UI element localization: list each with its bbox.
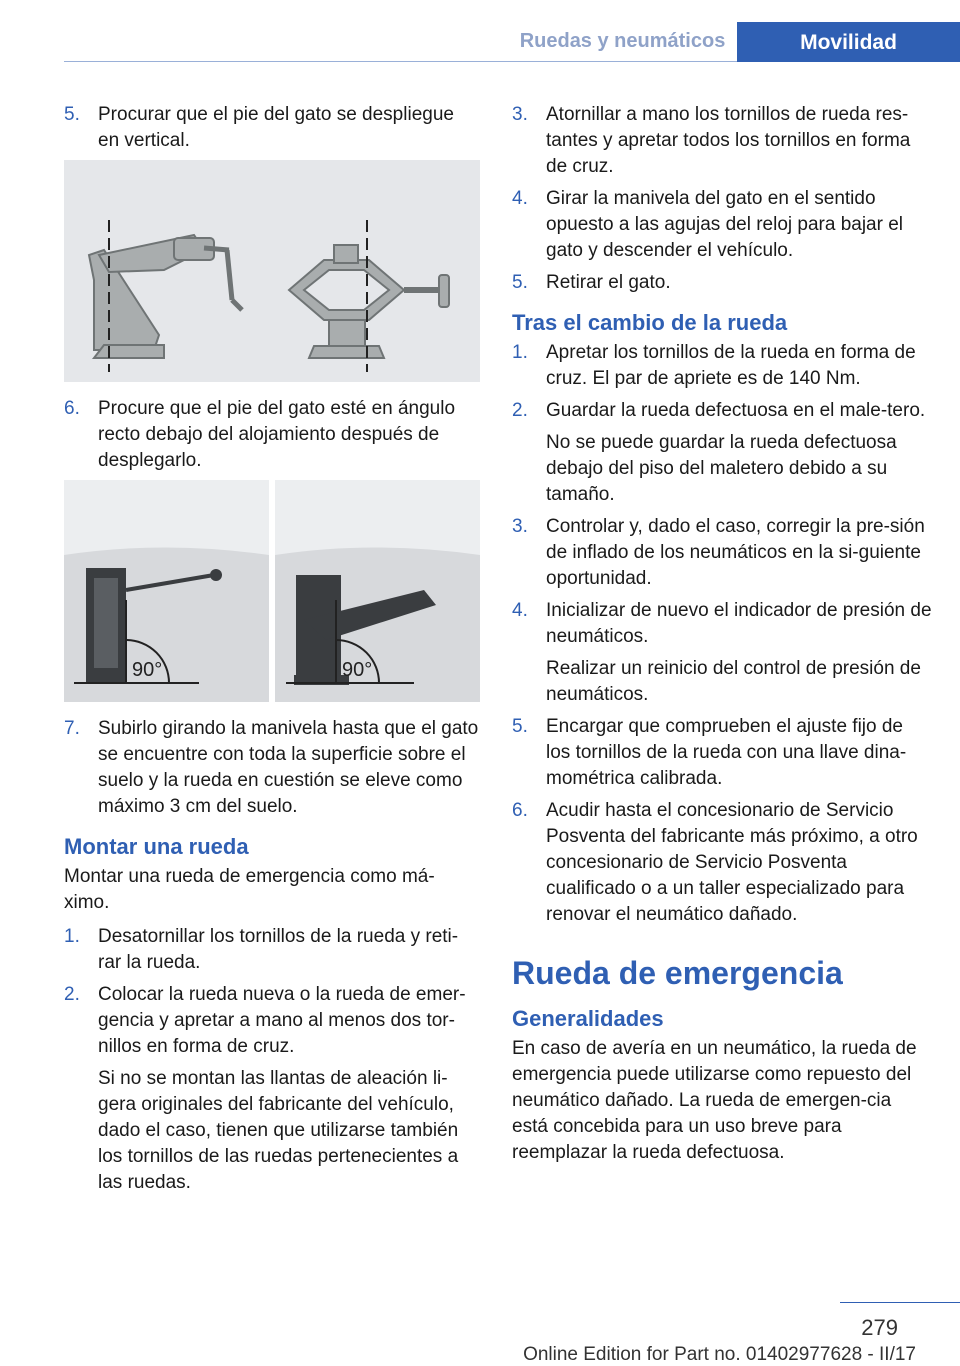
list-item xyxy=(512,714,932,792)
header-chapter-tab: Movilidad xyxy=(737,22,960,62)
step-text: Procurar que el pie del gato se despliegue en vertical. xyxy=(98,104,454,151)
edition-footer: Online Edition for Part no. 01402977628 - II/17 xyxy=(523,1344,916,1365)
step-text-block xyxy=(546,270,932,296)
jack-illustration xyxy=(64,160,480,382)
step-number: 5. xyxy=(64,104,80,125)
step-text: Controlar y, dado el caso, corregir la pre‐sión de inflado de los neumáticos en la si‐guiente oportunidad. xyxy=(546,516,925,589)
list-item xyxy=(512,598,932,708)
step-number: 3. xyxy=(512,104,528,125)
step-number: 1. xyxy=(64,926,80,947)
step-text: Subirlo girando la manivela hasta que el gato se encuentre con toda la superficie sobre el suelo y la rueda en cuestión se eleve como máximo 3 cm del suelo. xyxy=(98,718,479,817)
list-item xyxy=(64,396,480,474)
step-text: Inicializar de nuevo el indicador de presión de neumáticos. xyxy=(546,600,932,647)
step-text: Retirar el gato. xyxy=(546,272,671,293)
step-text-block xyxy=(98,982,480,1196)
step-text-block xyxy=(546,598,932,708)
mount-intro-text: Montar una rueda de emergencia como má‐ximo. xyxy=(64,866,435,913)
footer-rule xyxy=(840,1302,960,1303)
step-number: 5. xyxy=(512,272,528,293)
jack-angle-illustration xyxy=(64,480,480,702)
right-column xyxy=(512,102,932,1174)
step-text: Encargar que comprueben el ajuste fijo de los tornillos de la rueda con una llave dina‐mométrica calibrada. xyxy=(546,716,907,789)
jack-vertical-figure xyxy=(64,160,480,382)
step-number: 4. xyxy=(512,188,528,209)
step-number: 6. xyxy=(512,800,528,821)
step-text: Acudir hasta el concesionario de Servicio Posventa del fabricante más próximo, a otro concesionario de Servicio Posventa cualificado o a un taller especializado para renovar el neumático dañado. xyxy=(546,800,918,925)
header-section-title: Ruedas y neumáticos xyxy=(519,30,726,52)
list-item xyxy=(64,716,480,820)
steps-list xyxy=(64,102,480,154)
step-number: 4. xyxy=(512,600,528,621)
step-text-block xyxy=(546,514,932,592)
step-text-block xyxy=(98,716,480,820)
steps-list xyxy=(64,396,480,474)
steps-list xyxy=(512,102,932,296)
step-text: Desatornillar los tornillos de la rueda y reti‐rar la rueda. xyxy=(98,926,459,973)
list-item xyxy=(512,798,932,928)
step-number: 6. xyxy=(64,398,80,419)
list-item xyxy=(512,186,932,264)
step-text: Procure que el pie del gato esté en ángulo recto debajo del alojamiento después de desplegarlo. xyxy=(98,398,456,471)
steps-list xyxy=(64,924,480,1196)
jack-angle-figure xyxy=(64,480,480,702)
chapter-title-spare-wheel: Rueda de emergencia xyxy=(512,955,843,991)
general-text: En caso de avería en un neumático, la rueda de emergencia puede utilizarse como repuesto del neumático dañado. La rueda de emergen‐cia está concebida para un uso breve para reemplazar la rueda defectuosa. xyxy=(512,1038,917,1163)
step-text-block xyxy=(546,714,932,792)
step-text-block xyxy=(98,102,480,154)
step-number: 3. xyxy=(512,516,528,537)
list-item xyxy=(512,270,932,296)
list-item xyxy=(512,340,932,392)
list-item xyxy=(64,102,480,154)
step-text-block xyxy=(546,102,932,180)
step-number: 5. xyxy=(512,716,528,737)
page-number: 279 xyxy=(861,1315,898,1340)
step-text-block xyxy=(546,398,932,508)
step-text-block xyxy=(546,186,932,264)
angle-label-right: 90° xyxy=(342,659,373,681)
section-heading-after-change: Tras el cambio de la rueda xyxy=(512,310,788,335)
step-text: Colocar la rueda nueva o la rueda de emer‐gencia y apretar a mano al menos dos tor‐nillos en forma de cruz. xyxy=(98,984,466,1057)
step-text: Girar la manivela del gato en el sentido opuesto a las agujas del reloj para bajar el gato y descender el vehículo. xyxy=(546,188,904,261)
step-note: Realizar un reinicio del control de presión de neumáticos. xyxy=(546,658,921,705)
step-number: 7. xyxy=(64,718,80,739)
left-column xyxy=(64,102,480,1202)
step-text-block xyxy=(98,924,480,976)
step-text-block xyxy=(98,396,480,474)
step-number: 1. xyxy=(512,342,528,363)
step-text-block xyxy=(546,340,932,392)
section-heading-general: Generalidades xyxy=(512,1006,664,1031)
step-text-block xyxy=(546,798,932,928)
angle-label-left: 90° xyxy=(132,659,163,681)
step-number: 2. xyxy=(512,400,528,421)
step-note: No se puede guardar la rueda defectuosa debajo del piso del maletero debido a su tamaño. xyxy=(546,432,897,505)
list-item xyxy=(64,924,480,976)
step-text: Atornillar a mano los tornillos de rueda res‐tantes y apretar todos los tornillos en forma de cruz. xyxy=(546,104,911,177)
section-heading-mount: Montar una rueda xyxy=(64,834,249,859)
step-note: Si no se montan las llantas de aleación li‐gera originales del fabricante del vehículo, dado el caso, tienen que utilizarse también los tornillos de las ruedas pertenecientes a las ruedas. xyxy=(98,1068,459,1193)
step-text: Apretar los tornillos de la rueda en forma de cruz. El par de apriete es de 140 Nm. xyxy=(546,342,916,389)
list-item xyxy=(64,982,480,1196)
list-item xyxy=(512,398,932,508)
step-text: Guardar la rueda defectuosa en el male‐tero. xyxy=(546,400,926,421)
steps-list xyxy=(64,716,480,820)
list-item xyxy=(512,102,932,180)
steps-list xyxy=(512,340,932,928)
step-number: 2. xyxy=(64,984,80,1005)
list-item xyxy=(512,514,932,592)
